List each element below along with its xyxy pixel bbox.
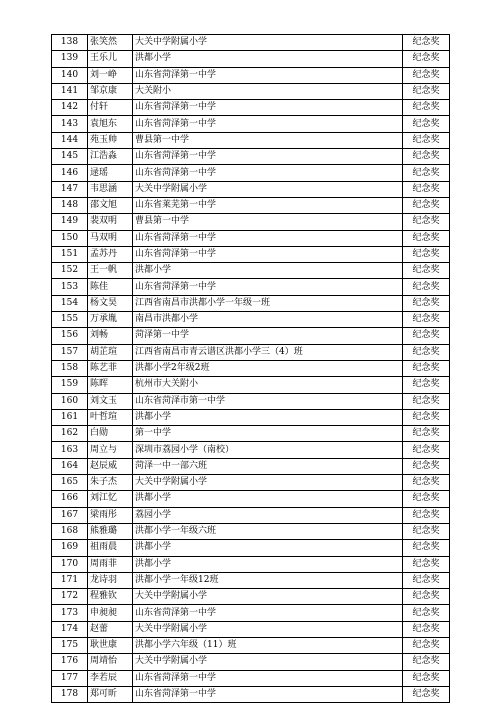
row-number-cell: 144 <box>52 132 88 148</box>
row-number-cell: 175 <box>52 637 88 653</box>
table-row <box>52 442 450 458</box>
student-name-cell: 杨文昊 <box>88 295 133 311</box>
student-name-cell: 韦思涵 <box>88 181 133 197</box>
row-number-cell: 142 <box>52 100 88 116</box>
school-cell: 曹县第一中学 <box>133 132 403 148</box>
row-number-cell: 177 <box>52 670 88 686</box>
student-name-cell: 熊雅璐 <box>88 523 133 539</box>
table-row <box>52 263 450 279</box>
school-cell: 江西省南昌市洪都小学一年级一班 <box>133 295 403 311</box>
student-name-cell: 白勋 <box>88 426 133 442</box>
row-number-cell: 140 <box>52 67 88 83</box>
school-cell: 第一中学 <box>133 426 403 442</box>
row-number-cell: 174 <box>52 621 88 637</box>
award-cell: 纪念奖 <box>403 589 450 605</box>
row-number-cell: 176 <box>52 654 88 670</box>
student-name-cell: 程雅钦 <box>88 589 133 605</box>
table-row <box>52 637 450 653</box>
student-name-cell: 周靖怡 <box>88 654 133 670</box>
student-name-cell: 张笑然 <box>88 35 133 51</box>
award-cell: 纪念奖 <box>403 214 450 230</box>
award-cell: 纪念奖 <box>403 360 450 376</box>
award-cell: 纪念奖 <box>403 670 450 686</box>
school-cell: 大关中学附属小学 <box>133 589 403 605</box>
school-cell: 山东省菏泽第一中学 <box>133 67 403 83</box>
student-name-cell: 周立与 <box>88 442 133 458</box>
row-number-cell: 166 <box>52 491 88 507</box>
school-cell: 山东省菏泽第一中学 <box>133 165 403 181</box>
award-cell: 纪念奖 <box>403 377 450 393</box>
row-number-cell: 148 <box>52 197 88 213</box>
award-cell: 纪念奖 <box>403 686 450 702</box>
award-cell: 纪念奖 <box>403 523 450 539</box>
table-row <box>52 328 450 344</box>
award-table <box>51 34 450 703</box>
table-row <box>52 181 450 197</box>
table-row <box>52 165 450 181</box>
award-cell: 纪念奖 <box>403 654 450 670</box>
student-name-cell: 刘畅 <box>88 328 133 344</box>
student-name-cell: 刘文玉 <box>88 393 133 409</box>
school-cell: 洪都小学 <box>133 556 403 572</box>
student-name-cell: 胡芷瑄 <box>88 344 133 360</box>
school-cell: 大关中学附属小学 <box>133 621 403 637</box>
row-number-cell: 171 <box>52 572 88 588</box>
student-name-cell: 梁雨彤 <box>88 507 133 523</box>
award-cell: 纪念奖 <box>403 181 450 197</box>
row-number-cell: 163 <box>52 442 88 458</box>
table-row <box>52 214 450 230</box>
student-name-cell: 赵蕾 <box>88 621 133 637</box>
table-row <box>52 279 450 295</box>
school-cell: 大关附小 <box>133 83 403 99</box>
award-cell: 纪念奖 <box>403 295 450 311</box>
student-name-cell: 刘一峥 <box>88 67 133 83</box>
school-cell: 大关中学附属小学 <box>133 475 403 491</box>
table-row <box>52 686 450 702</box>
row-number-cell: 145 <box>52 149 88 165</box>
table-row <box>52 409 450 425</box>
student-name-cell: 刘江忆 <box>88 491 133 507</box>
table-row <box>52 360 450 376</box>
award-cell: 纪念奖 <box>403 572 450 588</box>
table-row <box>52 393 450 409</box>
row-number-cell: 150 <box>52 230 88 246</box>
student-name-cell: 陈佳 <box>88 279 133 295</box>
table-row <box>52 100 450 116</box>
row-number-cell: 141 <box>52 83 88 99</box>
award-cell: 纪念奖 <box>403 279 450 295</box>
student-name-cell: 邵文旭 <box>88 197 133 213</box>
student-name-cell: 邹京康 <box>88 83 133 99</box>
student-name-cell: 郑可昕 <box>88 686 133 702</box>
student-name-cell: 申昶昶 <box>88 605 133 621</box>
school-cell: 山东省菏泽第一中学 <box>133 670 403 686</box>
award-cell: 纪念奖 <box>403 605 450 621</box>
student-name-cell: 赵辰威 <box>88 458 133 474</box>
award-cell: 纪念奖 <box>403 312 450 328</box>
award-cell: 纪念奖 <box>403 556 450 572</box>
table-row <box>52 523 450 539</box>
table-row <box>52 556 450 572</box>
award-cell: 纪念奖 <box>403 458 450 474</box>
table-row <box>52 312 450 328</box>
school-cell: 山东省菏泽第一中学 <box>133 605 403 621</box>
award-cell: 纪念奖 <box>403 426 450 442</box>
school-cell: 南昌市洪都小学 <box>133 312 403 328</box>
table-row <box>52 458 450 474</box>
school-cell: 洪都小学2年级2班 <box>133 360 403 376</box>
table-row <box>52 377 450 393</box>
award-cell: 纪念奖 <box>403 51 450 67</box>
table-row <box>52 670 450 686</box>
row-number-cell: 138 <box>52 35 88 51</box>
table-row <box>52 589 450 605</box>
student-name-cell: 江浩淼 <box>88 149 133 165</box>
row-number-cell: 162 <box>52 426 88 442</box>
award-cell: 纪念奖 <box>403 67 450 83</box>
table-row <box>52 230 450 246</box>
award-cell: 纪念奖 <box>403 230 450 246</box>
award-cell: 纪念奖 <box>403 475 450 491</box>
table-row <box>52 149 450 165</box>
table-row <box>52 83 450 99</box>
student-name-cell: 逯瑶 <box>88 165 133 181</box>
award-cell: 纪念奖 <box>403 149 450 165</box>
table-row <box>52 621 450 637</box>
row-number-cell: 160 <box>52 393 88 409</box>
award-table-body <box>52 35 450 703</box>
table-row <box>52 426 450 442</box>
school-cell: 山东省莱芜第一中学 <box>133 197 403 213</box>
table-row <box>52 605 450 621</box>
school-cell: 洪都小学六年级（11）班 <box>133 637 403 653</box>
table-row <box>52 654 450 670</box>
school-cell: 曹县第一中学 <box>133 214 403 230</box>
school-cell: 洪都小学 <box>133 51 403 67</box>
row-number-cell: 143 <box>52 116 88 132</box>
award-cell: 纪念奖 <box>403 165 450 181</box>
table-row <box>52 507 450 523</box>
school-cell: 洪都小学 <box>133 540 403 556</box>
row-number-cell: 149 <box>52 214 88 230</box>
school-cell: 菏泽第一中学 <box>133 328 403 344</box>
school-cell: 洪都小学一年级12班 <box>133 572 403 588</box>
table-row <box>52 572 450 588</box>
student-name-cell: 李若辰 <box>88 670 133 686</box>
school-cell: 山东省菏泽第一中学 <box>133 230 403 246</box>
row-number-cell: 151 <box>52 246 88 262</box>
table-row <box>52 197 450 213</box>
student-name-cell: 王一帆 <box>88 263 133 279</box>
school-cell: 山东省菏泽第一中学 <box>133 100 403 116</box>
row-number-cell: 146 <box>52 165 88 181</box>
school-cell: 大关中学附属小学 <box>133 35 403 51</box>
student-name-cell: 万承胤 <box>88 312 133 328</box>
school-cell: 深圳市荔园小学（南校） <box>133 442 403 458</box>
row-number-cell: 168 <box>52 523 88 539</box>
row-number-cell: 157 <box>52 344 88 360</box>
student-name-cell: 耿世康 <box>88 637 133 653</box>
table-row <box>52 344 450 360</box>
row-number-cell: 161 <box>52 409 88 425</box>
school-cell: 菏泽一中一部六班 <box>133 458 403 474</box>
award-cell: 纪念奖 <box>403 491 450 507</box>
award-cell: 纪念奖 <box>403 132 450 148</box>
school-cell: 山东省菏泽第一中学 <box>133 149 403 165</box>
student-name-cell: 周雨菲 <box>88 556 133 572</box>
row-number-cell: 164 <box>52 458 88 474</box>
student-name-cell: 朱子杰 <box>88 475 133 491</box>
row-number-cell: 165 <box>52 475 88 491</box>
student-name-cell: 祖雨晨 <box>88 540 133 556</box>
row-number-cell: 159 <box>52 377 88 393</box>
student-name-cell: 马双明 <box>88 230 133 246</box>
school-cell: 山东省菏泽第一中学 <box>133 246 403 262</box>
row-number-cell: 156 <box>52 328 88 344</box>
row-number-cell: 169 <box>52 540 88 556</box>
award-cell: 纪念奖 <box>403 621 450 637</box>
student-name-cell: 陈晖 <box>88 377 133 393</box>
row-number-cell: 154 <box>52 295 88 311</box>
award-list-sheet <box>51 34 449 703</box>
award-cell: 纪念奖 <box>403 100 450 116</box>
award-cell: 纪念奖 <box>403 35 450 51</box>
award-cell: 纪念奖 <box>403 507 450 523</box>
school-cell: 大关中学附属小学 <box>133 654 403 670</box>
table-row <box>52 132 450 148</box>
row-number-cell: 139 <box>52 51 88 67</box>
school-cell: 洪都小学一年级六班 <box>133 523 403 539</box>
award-cell: 纪念奖 <box>403 83 450 99</box>
row-number-cell: 170 <box>52 556 88 572</box>
table-row <box>52 491 450 507</box>
row-number-cell: 153 <box>52 279 88 295</box>
row-number-cell: 147 <box>52 181 88 197</box>
table-row <box>52 51 450 67</box>
row-number-cell: 173 <box>52 605 88 621</box>
row-number-cell: 172 <box>52 589 88 605</box>
student-name-cell: 陈艺菲 <box>88 360 133 376</box>
school-cell: 洪都小学 <box>133 409 403 425</box>
school-cell: 山东省菏泽第一中学 <box>133 116 403 132</box>
award-cell: 纪念奖 <box>403 442 450 458</box>
student-name-cell: 孟苏丹 <box>88 246 133 262</box>
award-cell: 纪念奖 <box>403 540 450 556</box>
student-name-cell: 龙诗羽 <box>88 572 133 588</box>
row-number-cell: 158 <box>52 360 88 376</box>
school-cell: 江西省南昌市青云谱区洪都小学三（4）班 <box>133 344 403 360</box>
school-cell: 山东省菏泽第一中学 <box>133 279 403 295</box>
student-name-cell: 付轩 <box>88 100 133 116</box>
row-number-cell: 167 <box>52 507 88 523</box>
row-number-cell: 178 <box>52 686 88 702</box>
school-cell: 山东省菏泽市第一中学 <box>133 393 403 409</box>
table-row <box>52 67 450 83</box>
row-number-cell: 155 <box>52 312 88 328</box>
award-cell: 纪念奖 <box>403 263 450 279</box>
table-row <box>52 246 450 262</box>
award-cell: 纪念奖 <box>403 246 450 262</box>
award-cell: 纪念奖 <box>403 344 450 360</box>
school-cell: 山东省菏泽第一中学 <box>133 686 403 702</box>
award-cell: 纪念奖 <box>403 393 450 409</box>
row-number-cell: 152 <box>52 263 88 279</box>
table-row <box>52 116 450 132</box>
student-name-cell: 苑玉帅 <box>88 132 133 148</box>
student-name-cell: 王乐儿 <box>88 51 133 67</box>
student-name-cell: 裴双明 <box>88 214 133 230</box>
table-row <box>52 475 450 491</box>
award-cell: 纪念奖 <box>403 637 450 653</box>
award-cell: 纪念奖 <box>403 328 450 344</box>
student-name-cell: 袁旭东 <box>88 116 133 132</box>
school-cell: 荔园小学 <box>133 507 403 523</box>
award-cell: 纪念奖 <box>403 116 450 132</box>
student-name-cell: 叶哲瑄 <box>88 409 133 425</box>
table-row <box>52 35 450 51</box>
school-cell: 杭州市大关附小 <box>133 377 403 393</box>
award-cell: 纪念奖 <box>403 197 450 213</box>
award-cell: 纪念奖 <box>403 409 450 425</box>
school-cell: 洪都小学 <box>133 491 403 507</box>
table-row <box>52 540 450 556</box>
table-row <box>52 295 450 311</box>
school-cell: 洪都小学 <box>133 263 403 279</box>
school-cell: 大关中学附属小学 <box>133 181 403 197</box>
